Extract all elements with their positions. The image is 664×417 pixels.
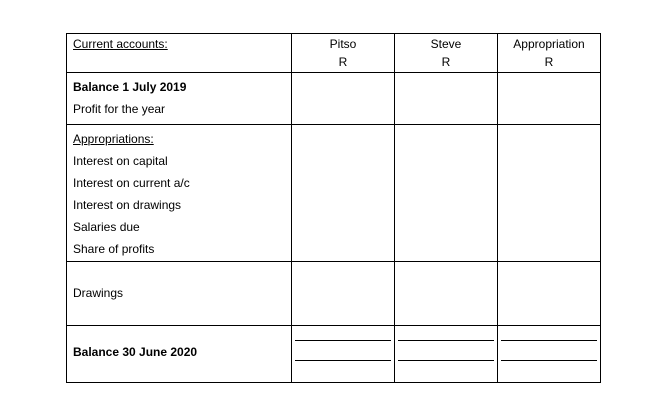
closing-description-cell	[67, 326, 292, 383]
drawings-label: Drawings	[73, 286, 124, 300]
steve-amount-cell[interactable]	[395, 125, 498, 262]
double-underline-rule	[398, 360, 494, 361]
steve-amount-cell[interactable]	[395, 73, 498, 125]
appropriations-heading: Appropriations:	[73, 132, 154, 146]
appropriation-total-cell[interactable]	[498, 326, 601, 383]
profit-for-year-label: Profit for the year	[73, 102, 166, 116]
total-rule	[501, 340, 597, 341]
column-header-steve	[395, 34, 498, 73]
closing-section-row	[67, 326, 601, 383]
appropriation-item: Interest on current a/c	[73, 176, 190, 190]
drawings-section-row	[67, 262, 601, 326]
pitso-amount-cell[interactable]	[292, 125, 395, 262]
column-header-pitso	[292, 34, 395, 73]
appropriations-section-row	[67, 125, 601, 262]
appropriation-amount-cell[interactable]	[498, 262, 601, 326]
appropriation-item: Salaries due	[73, 220, 140, 234]
opening-balance-label: Balance 1 July 2019	[73, 80, 187, 94]
steve-amount-cell[interactable]	[395, 262, 498, 326]
appropriation-amount-cell[interactable]	[498, 73, 601, 125]
current-accounts-heading: Current accounts:	[73, 37, 168, 51]
header-label-cell	[67, 34, 292, 73]
total-rule	[398, 340, 494, 341]
total-rule	[295, 340, 391, 341]
header-row	[67, 34, 601, 73]
appropriation-amount-cell[interactable]	[498, 125, 601, 262]
appropriation-item: Share of profits	[73, 242, 155, 256]
pitso-total-cell[interactable]	[292, 326, 395, 383]
opening-section-row	[67, 73, 601, 125]
current-accounts-table	[66, 33, 601, 383]
column-header-appropriation	[498, 34, 601, 73]
closing-balance-label: Balance 30 June 2020	[73, 345, 198, 359]
double-underline-rule	[295, 360, 391, 361]
column-name: Pitso	[329, 37, 357, 51]
opening-description-cell	[67, 73, 292, 125]
drawings-description-cell	[67, 262, 292, 326]
steve-total-cell[interactable]	[395, 326, 498, 383]
column-currency: R	[338, 55, 348, 69]
double-underline-rule	[501, 360, 597, 361]
appropriation-item: Interest on capital	[73, 154, 168, 168]
appropriations-description-cell	[67, 125, 292, 262]
column-name: Steve	[430, 37, 462, 51]
appropriation-item: Interest on drawings	[73, 198, 182, 212]
column-currency: R	[544, 55, 554, 69]
column-name: Appropriation	[513, 37, 585, 51]
pitso-amount-cell[interactable]	[292, 262, 395, 326]
pitso-amount-cell[interactable]	[292, 73, 395, 125]
column-currency: R	[441, 55, 451, 69]
